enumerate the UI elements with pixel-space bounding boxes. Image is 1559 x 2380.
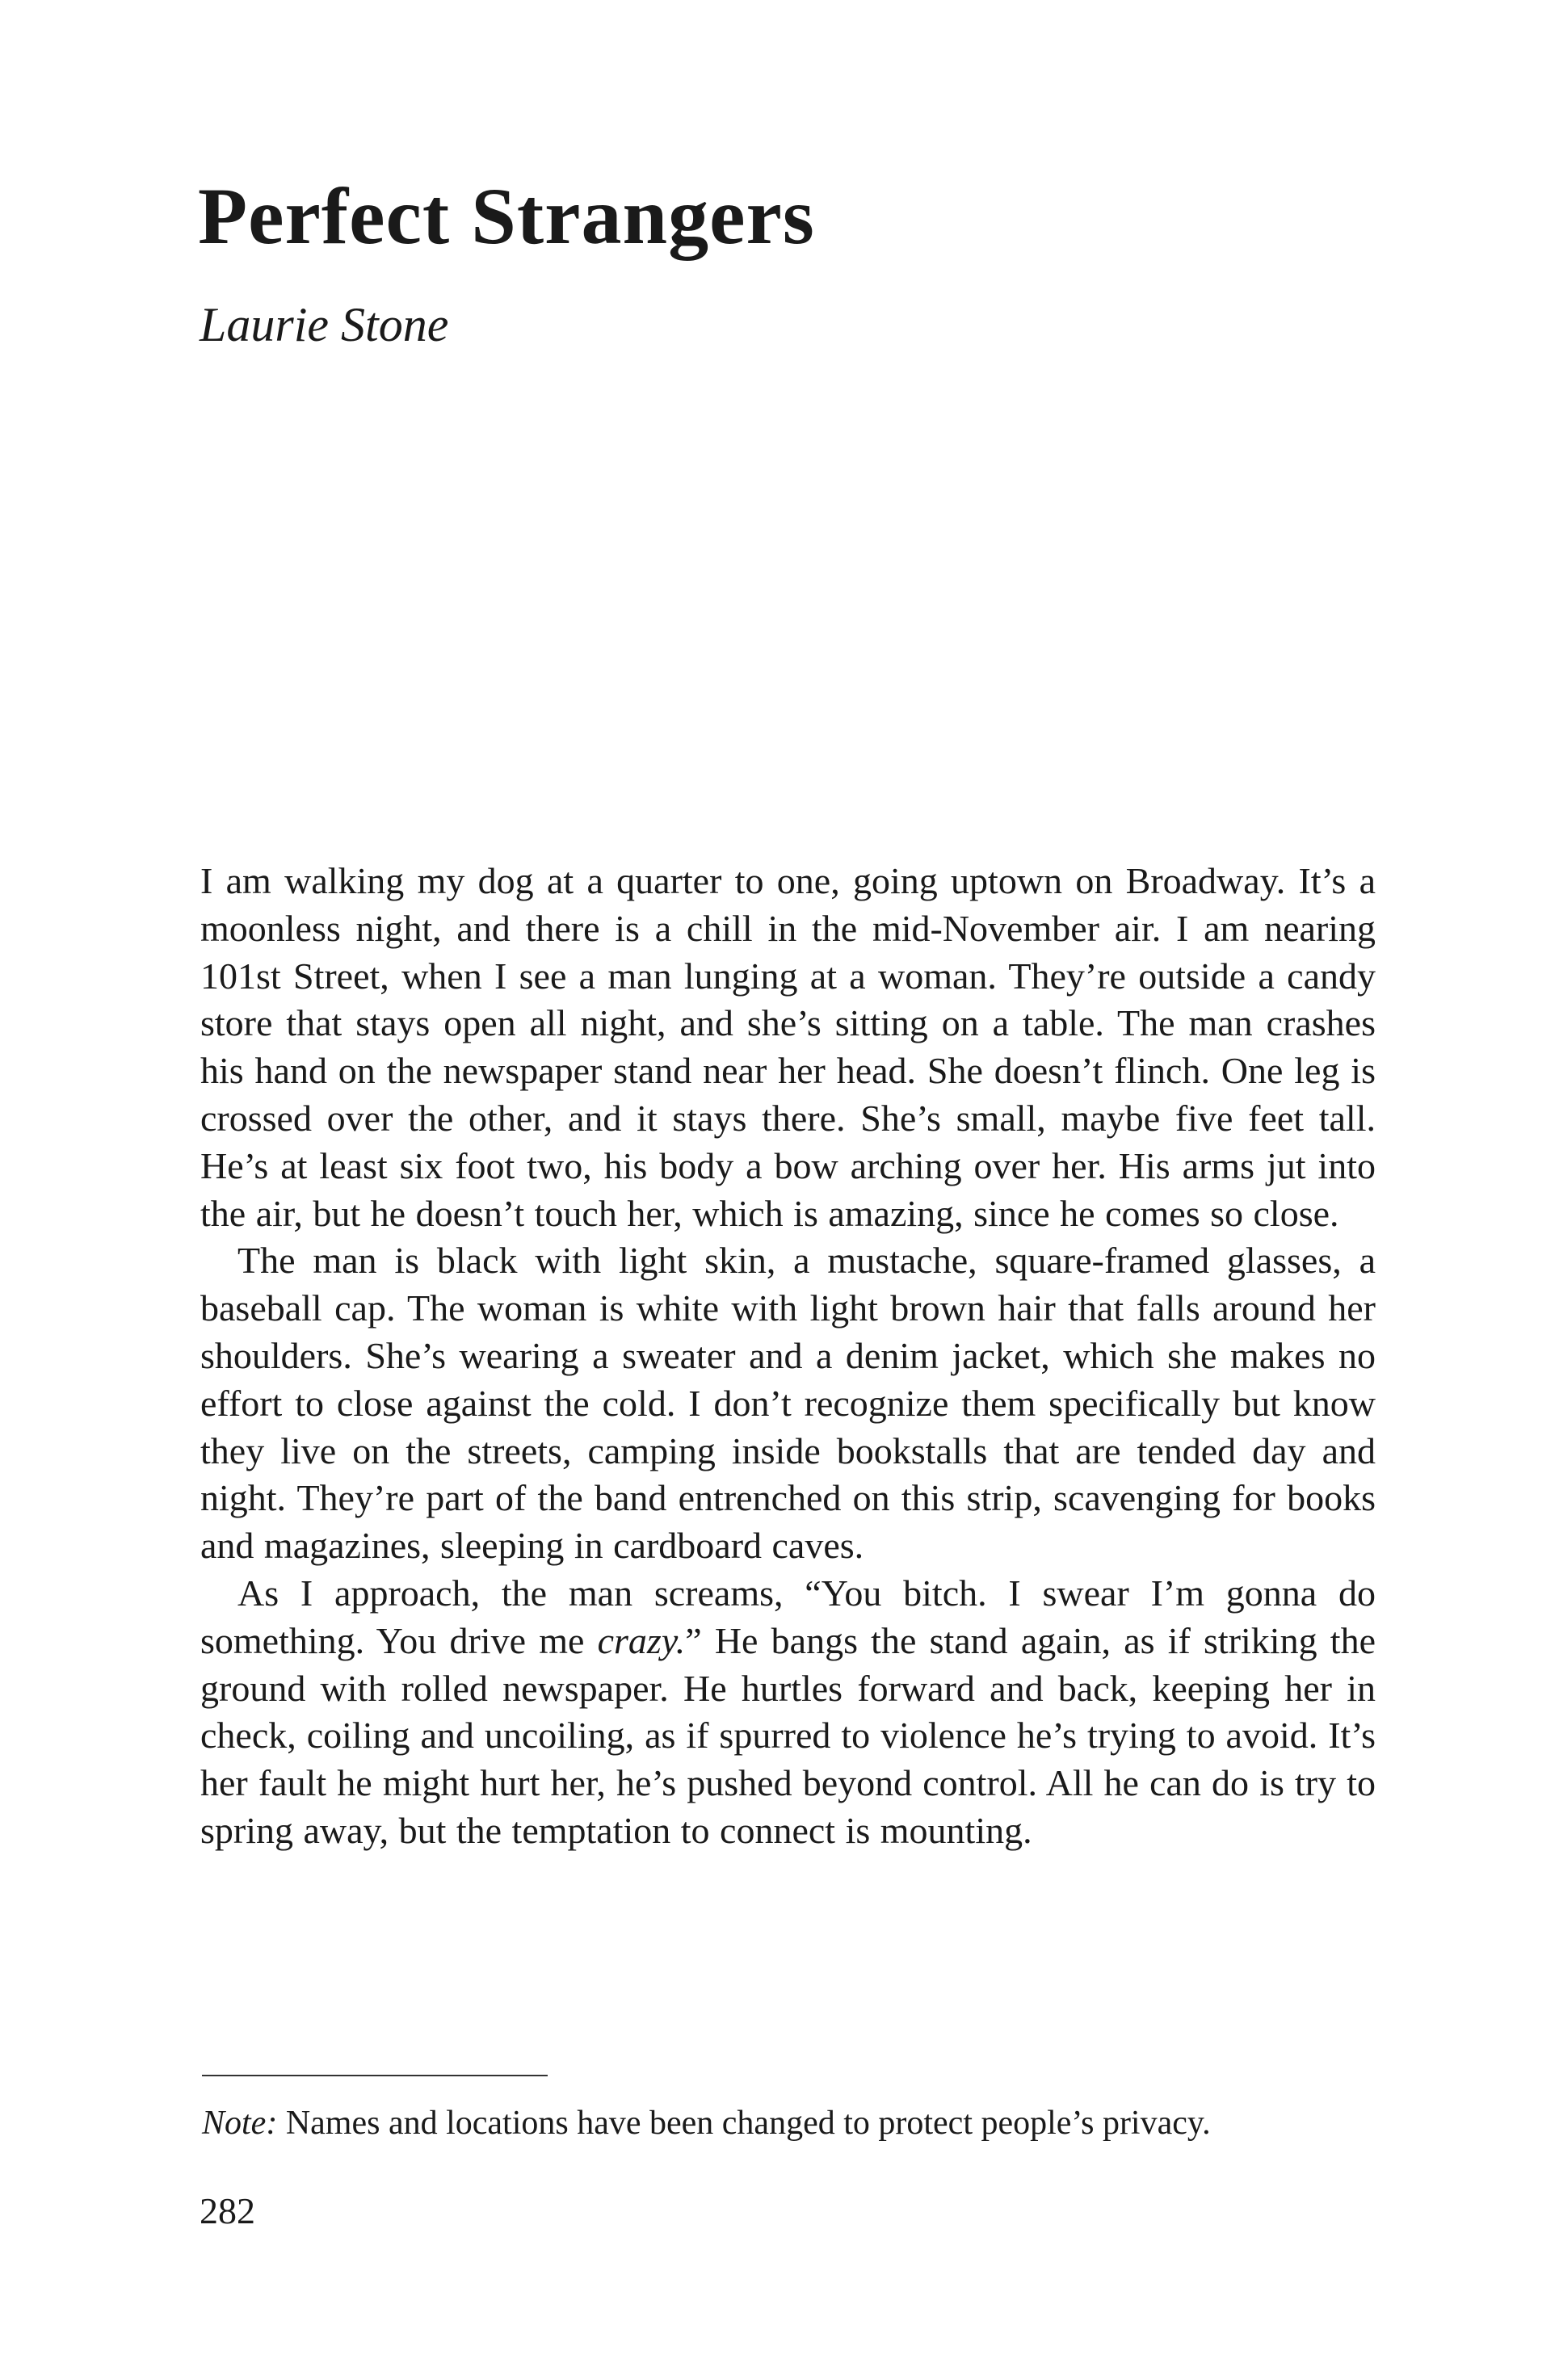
paragraph-2: The man is black with light skin, a mustache, square-framed glasses, a baseball cap. The woman is white with light brown hair that falls around her shoulders. She’s wearing a sweater and a denim jacket, which she makes no effort to close against the cold. I don’t recognize them specifically but know they live on the streets, camping inside bookstalls that are tended day and night. They’re part of the band entrenched on this strip, scavenging for books and magazines, sleeping in cardboard caves. — [200, 1240, 1376, 1567]
page-number: 282 — [200, 2190, 255, 2231]
author-name: Laurie Stone — [200, 298, 449, 351]
paragraph-3-emphasis: crazy. — [597, 1619, 686, 1661]
paragraph-3-text-end: ” He bangs the stand again, as if striking the ground with rolled newspaper. He hurtles forward and back, keeping her in check, coiling and uncoiling, as if spurred to violence he’s trying to avoid. It’s her fault he might hurt her, he’s pushed beyond control. All he can do is try to spring away, but the temptation to connect is mounting. — [200, 1619, 1376, 1851]
footnote-label: Note: — [202, 2105, 278, 2142]
footnote-divider — [202, 2075, 548, 2076]
article-body — [200, 858, 1376, 1855]
paragraph-3-text-start: As I approach, the man screams, “You bitch. I swear I’m gonna do something. You drive me — [200, 1572, 1376, 1661]
footnote-text: Names and locations have been changed to protect people’s privacy. — [277, 2105, 1211, 2142]
paragraph-3 — [200, 1570, 1376, 1855]
footnote — [202, 2103, 1381, 2143]
paragraph-1: I am walking my dog at a quarter to one, going uptown on Broadway. It’s a moonless night, and there is a chill in the mid-November air. I am nearing 101st Street, when I see a man lunging at a woman. They’re outside a candy store that stays open all night, and she’s sitting on a table. The man crashes his hand on the newspaper stand near her head. She doesn’t flinch. One leg is crossed over the other, and it stays there. She’s small, maybe five feet tall. He’s at least six foot two, his body a bow arching over her. His arms jut into the air, but he doesn’t touch her, which is amazing, since he comes so close. — [200, 860, 1376, 1234]
article-title: Perfect Strangers — [198, 171, 815, 261]
